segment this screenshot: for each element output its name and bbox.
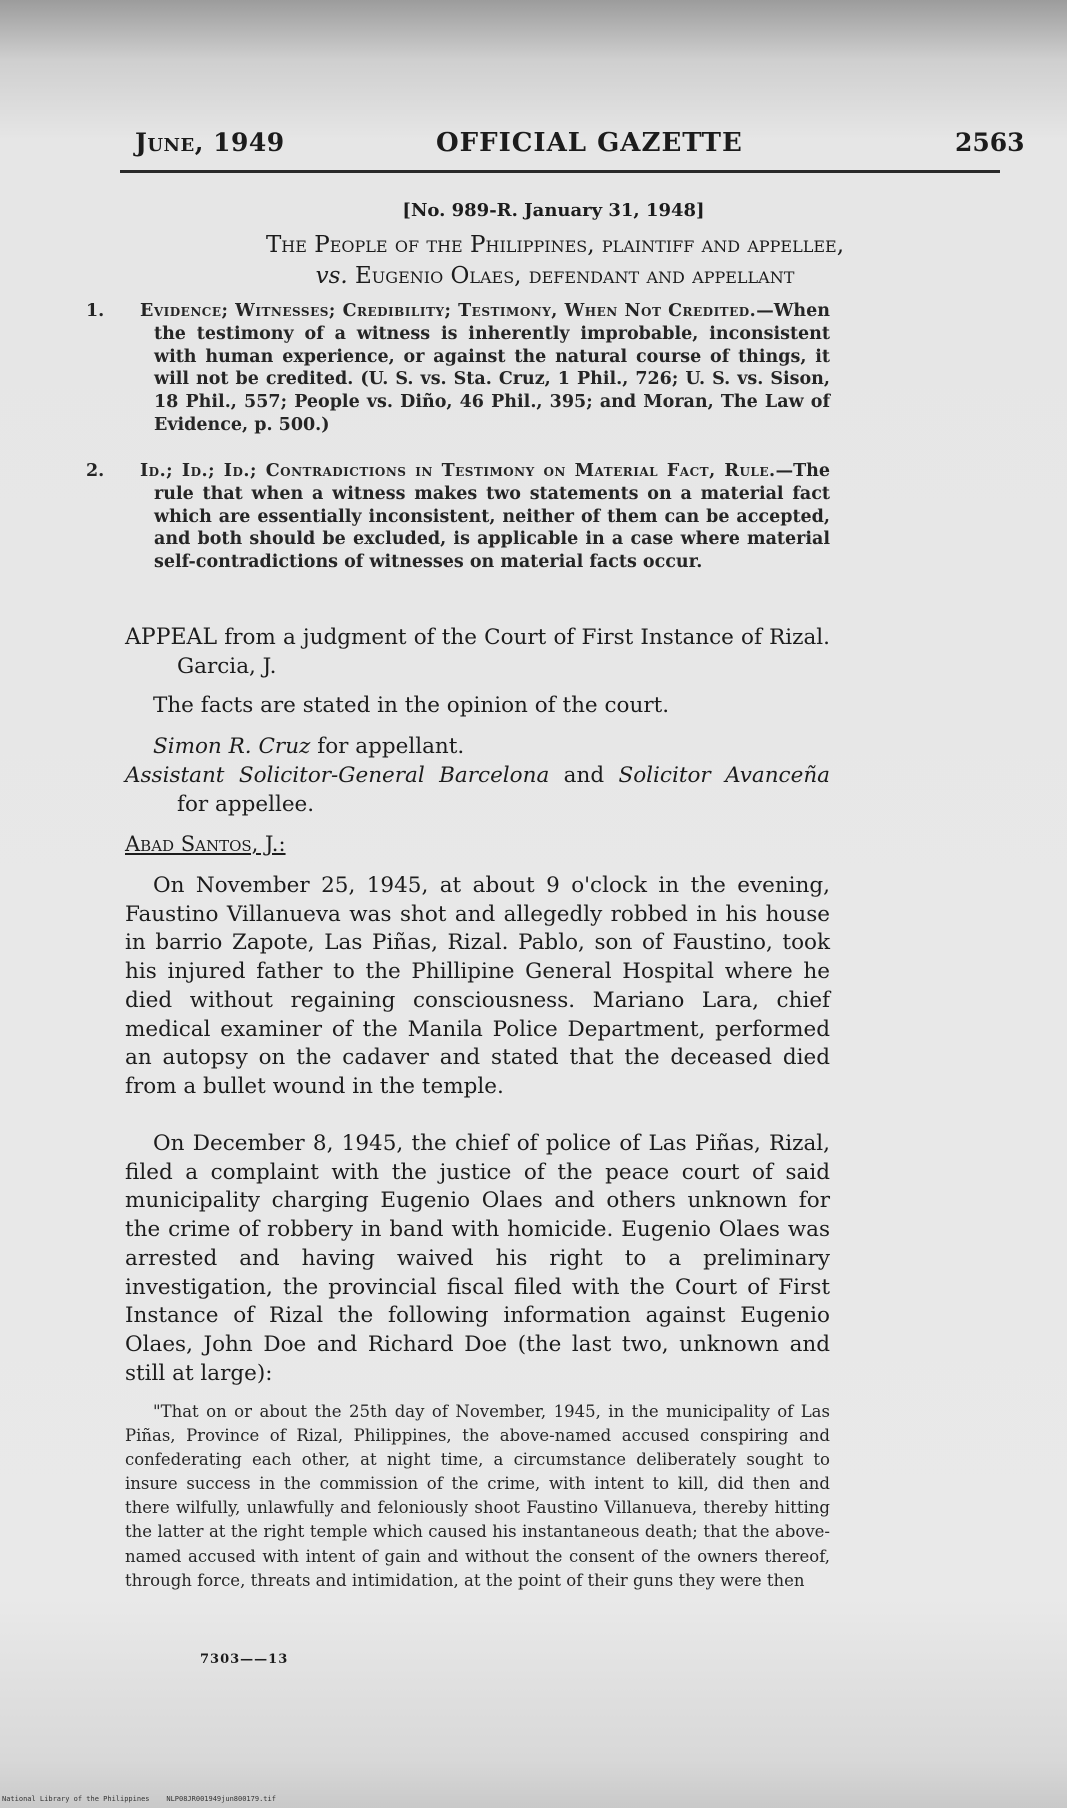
syllabus-number: 2.: [86, 461, 105, 481]
appellee-counsel-name-2: Solicitor Avanceña: [618, 763, 830, 788]
opinion-paragraph-1: On November 25, 1945, at about 9 o'clock in the evening, Faustino Villanueva was shot and allegedly robbed in his house in barrio Zapote, Las Piñas, Rizal. Pablo, son of Faustino, took his injured father to the Phillipine General Hospital where he died without regaining consciousness. Mariano Lara, chief medical examiner of the Manila Police Department, performed an autopsy on the cadaver and stated that the deceased died from a bullet wound in the temple.: [125, 873, 830, 1099]
syllabus-text: —When the testimony of a witness is inherently improbable, inconsistent with human experience, or against the natural course of things, it will not be credited. (U. S. vs. Sta. Cruz, 1 Phil., 726; U. S. vs. Sison, 18 Phil., 557; People vs. Diño, 46 Phil., 395; and Moran, The Law of Evidence, p. 500.): [154, 301, 830, 435]
syllabus-item-1: [86, 300, 830, 437]
appeal-text: from a judgment of the Court of First Instance of Rizal. Garcia, J.: [177, 625, 831, 679]
caption-line-1: The People of the Philippines, plaintiff and appellee,: [265, 232, 845, 258]
opinion-paragraph-2: On December 8, 1945, the chief of police of Las Piñas, Rizal, filed a complaint with the justice of the peace court of said municipality charging Eugenio Olaes and others unknown for the crime of robbery in band with homicide. Eugenio Olaes was arrested and having waived his right to a preliminary investigation, the provincial fiscal filed with the Court of First Instance of Rizal the following information against Eugenio Olaes, John Doe and Richard Doe (the last two, unknown and still at large):: [125, 1131, 830, 1386]
caption-defendant: Eugenio Olaes, defendant and appellant: [355, 263, 795, 289]
header-rule: [120, 170, 1000, 173]
appellant-role: for appellant.: [317, 734, 465, 759]
syllabus-heading: Id.; Id.; Id.; Contradictions in Testimony on Material Fact, Rule.: [140, 461, 776, 481]
appellant-counsel-name: Simon R. Cruz: [153, 734, 311, 759]
syllabus-heading: Evidence; Witnesses; Credibility; Testimony, When Not Credited.: [140, 301, 757, 321]
appellee-counsel-name-1: Assistant Solicitor-General Barcelona: [125, 763, 550, 788]
printer-code: 7303——13: [200, 1652, 289, 1667]
appeal-statement: [125, 624, 830, 681]
facts-line: The facts are stated in the opinion of the court.: [153, 693, 670, 718]
appeal-first-word: APPEAL: [125, 625, 218, 650]
case-caption: [125, 230, 985, 292]
page-number: 2563: [955, 128, 1025, 157]
running-header-date: June, 1949: [135, 128, 285, 157]
appellee-and: and: [563, 763, 605, 788]
syllabus-item-2: [86, 460, 830, 574]
counsel-appellee: [125, 762, 830, 819]
running-header-title: OFFICIAL GAZETTE: [436, 128, 743, 158]
opinion-author: Abad Santos, J.:: [125, 832, 286, 856]
caption-vs: vs.: [315, 263, 348, 289]
appellee-role: for appellee.: [177, 791, 315, 817]
caption-line-2: [125, 261, 985, 292]
syllabus-text: —The rule that when a witness makes two statements on a material fact which are essentially inconsistent, neither of them can be accepted, and both should be excluded, is applicable in a case where material self-contradictions of witnesses on material facts occur.: [154, 461, 830, 573]
scan-label: National Library of the Philippines NLP08JR001949jun800179.tif: [2, 1795, 276, 1803]
counsel-appellant: [153, 733, 858, 762]
case-number-date: [No. 989-R. January 31, 1948]: [402, 200, 705, 221]
information-quote: "That on or about the 25th day of November, 1945, in the municipality of Las Piñas, Province of Rizal, Philippines, the above-named accused conspiring and confederating each other, at night time, a circumstance deliberately sought to insure success in the commission of the crime, with intent to kill, did then and there wilfully, unlawfully and feloniously shoot Faustino Villanueva, thereby hitting the latter at the right temple which caused his instantaneous death; that the above-named accused with intent of gain and without the consent of the owners thereof, through force, threats and intimidation, at the point of their guns they were then: [125, 1402, 830, 1590]
syllabus-number: 1.: [86, 301, 105, 321]
